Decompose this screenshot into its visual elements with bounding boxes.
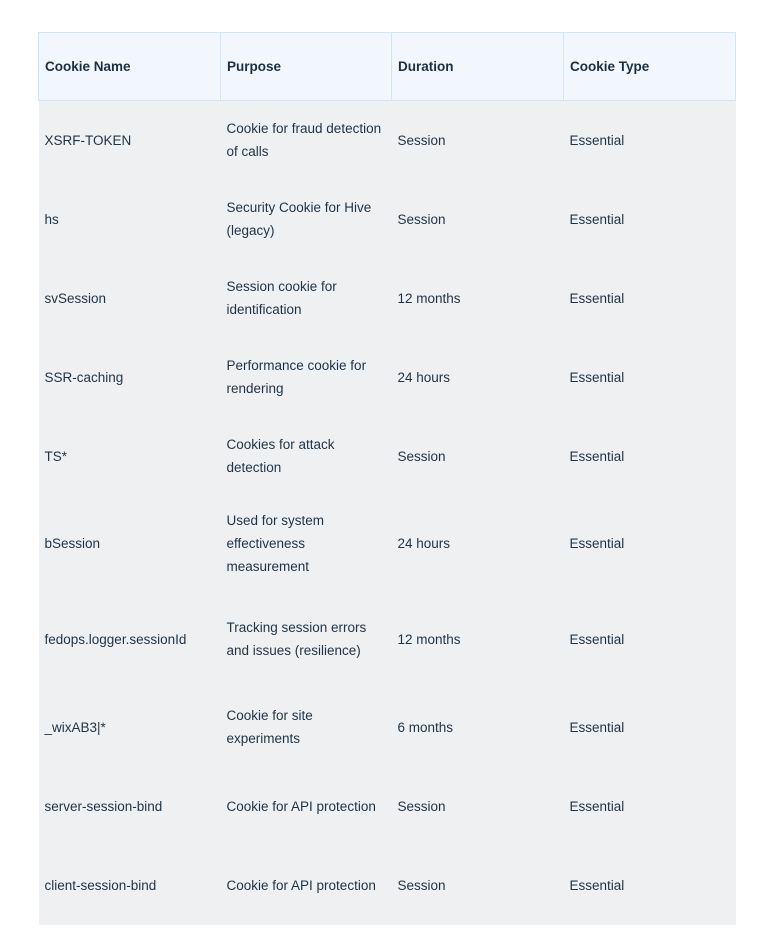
cell-duration: Session — [392, 101, 564, 180]
cell-purpose: Session cookie for identification — [221, 259, 392, 338]
cell-cookie-name: SSR-caching — [39, 338, 221, 417]
cell-duration: 6 months — [392, 688, 564, 767]
cookie-table — [38, 32, 736, 925]
cell-cookie-type: Essential — [564, 259, 736, 338]
cell-purpose: Cookies for attack detection — [221, 417, 392, 496]
cell-duration: 24 hours — [392, 496, 564, 591]
table-body — [39, 101, 736, 925]
cell-cookie-type: Essential — [564, 688, 736, 767]
table-row — [39, 767, 736, 846]
cell-cookie-type: Essential — [564, 417, 736, 496]
header-duration: Duration — [392, 33, 564, 101]
cell-cookie-name: bSession — [39, 496, 221, 591]
header-row — [39, 33, 736, 101]
cell-duration: 24 hours — [392, 338, 564, 417]
cell-duration: Session — [392, 767, 564, 846]
table-row — [39, 688, 736, 767]
cell-purpose: Performance cookie for rendering — [221, 338, 392, 417]
cell-purpose: Cookie for API protection — [221, 846, 392, 925]
cell-cookie-type: Essential — [564, 591, 736, 688]
table-row — [39, 846, 736, 925]
cell-duration: Session — [392, 417, 564, 496]
cell-cookie-type: Essential — [564, 101, 736, 180]
cell-duration: 12 months — [392, 259, 564, 338]
table-row — [39, 496, 736, 591]
cell-cookie-name: server-session-bind — [39, 767, 221, 846]
cell-purpose: Cookie for site experiments — [221, 688, 392, 767]
cell-cookie-name: fedops.logger.sessionId — [39, 591, 221, 688]
table-row — [39, 259, 736, 338]
cell-purpose: Cookie for fraud detection of calls — [221, 101, 392, 180]
header-cookie-type: Cookie Type — [564, 33, 736, 101]
cell-cookie-name: hs — [39, 180, 221, 259]
table-row — [39, 591, 736, 688]
cell-cookie-name: client-session-bind — [39, 846, 221, 925]
cell-duration: Session — [392, 846, 564, 925]
cell-cookie-name: svSession — [39, 259, 221, 338]
table-row — [39, 101, 736, 180]
cell-cookie-type: Essential — [564, 496, 736, 591]
header-cookie-name: Cookie Name — [39, 33, 221, 101]
table-row — [39, 417, 736, 496]
cell-cookie-type: Essential — [564, 338, 736, 417]
cell-purpose: Security Cookie for Hive (legacy) — [221, 180, 392, 259]
cell-cookie-name: TS* — [39, 417, 221, 496]
cell-cookie-name: XSRF-TOKEN — [39, 101, 221, 180]
table-header — [39, 33, 736, 101]
cell-duration: 12 months — [392, 591, 564, 688]
cell-cookie-type: Essential — [564, 180, 736, 259]
table-row — [39, 338, 736, 417]
cell-purpose: Cookie for API protection — [221, 767, 392, 846]
cell-cookie-type: Essential — [564, 767, 736, 846]
cell-cookie-name: _wixAB3|* — [39, 688, 221, 767]
cell-purpose: Tracking session errors and issues (resilience) — [221, 591, 392, 688]
cell-cookie-type: Essential — [564, 846, 736, 925]
header-purpose: Purpose — [221, 33, 392, 101]
cell-purpose: Used for system effectiveness measurement — [221, 496, 392, 591]
table-row — [39, 180, 736, 259]
cell-duration: Session — [392, 180, 564, 259]
